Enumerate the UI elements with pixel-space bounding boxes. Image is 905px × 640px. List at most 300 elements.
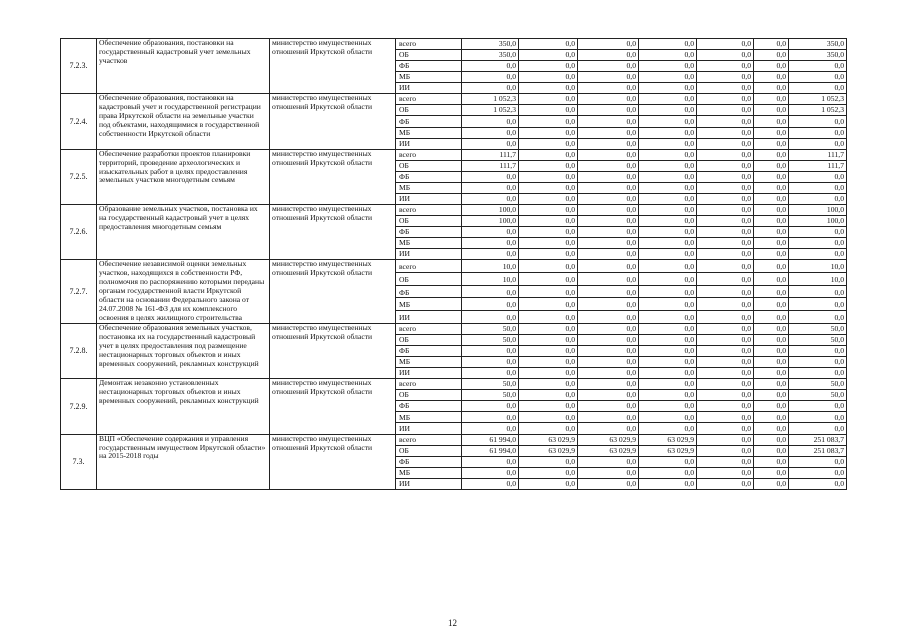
value-cell: 0,0	[639, 357, 697, 368]
total-value-cell: 0,0	[789, 285, 847, 298]
funding-source: МБ	[396, 467, 462, 478]
total-value-cell: 111,7	[789, 149, 847, 160]
total-value-cell: 50,0	[789, 390, 847, 401]
value-cell: 111,7	[462, 160, 519, 171]
value-cell: 0,0	[578, 357, 639, 368]
value-cell: 0,0	[754, 227, 789, 238]
item-description: ВЦП «Обеспечение содержания и управления государственным имуществом Иркутской области» на 2015-2018 годы	[97, 434, 270, 489]
value-cell: 0,0	[697, 434, 754, 445]
value-cell: 0,0	[639, 204, 697, 215]
value-cell: 0,0	[578, 193, 639, 204]
total-value-cell: 0,0	[789, 346, 847, 357]
value-cell: 0,0	[578, 116, 639, 127]
value-cell: 0,0	[519, 311, 578, 324]
value-cell: 0,0	[578, 379, 639, 390]
value-cell: 0,0	[519, 105, 578, 116]
funding-source: МБ	[396, 412, 462, 423]
value-cell: 0,0	[754, 368, 789, 379]
value-cell: 63 029,9	[578, 445, 639, 456]
value-cell: 0,0	[578, 227, 639, 238]
value-cell: 0,0	[578, 182, 639, 193]
value-cell: 0,0	[639, 249, 697, 260]
value-cell: 0,0	[697, 193, 754, 204]
value-cell: 0,0	[639, 456, 697, 467]
value-cell: 0,0	[697, 83, 754, 94]
value-cell: 0,0	[519, 379, 578, 390]
funding-source: ФБ	[396, 285, 462, 298]
value-cell: 0,0	[639, 160, 697, 171]
value-cell: 0,0	[754, 61, 789, 72]
value-cell: 0,0	[578, 149, 639, 160]
funding-source: ОБ	[396, 334, 462, 345]
value-cell: 0,0	[754, 171, 789, 182]
value-cell: 0,0	[754, 434, 789, 445]
value-cell: 0,0	[519, 423, 578, 434]
value-cell: 0,0	[754, 105, 789, 116]
value-cell: 0,0	[519, 83, 578, 94]
value-cell: 0,0	[754, 260, 789, 273]
value-cell: 0,0	[462, 346, 519, 357]
value-cell: 0,0	[519, 127, 578, 138]
value-cell: 0,0	[754, 204, 789, 215]
value-cell: 0,0	[754, 149, 789, 160]
total-value-cell: 0,0	[789, 116, 847, 127]
total-value-cell: 0,0	[789, 357, 847, 368]
value-cell: 0,0	[639, 50, 697, 61]
value-cell: 350,0	[462, 50, 519, 61]
value-cell: 0,0	[578, 260, 639, 273]
value-cell: 0,0	[754, 334, 789, 345]
value-cell: 0,0	[697, 379, 754, 390]
item-executor: министерство имущественных отношений Иркутской области	[270, 204, 396, 259]
value-cell: 0,0	[697, 423, 754, 434]
total-value-cell: 50,0	[789, 323, 847, 334]
value-cell: 0,0	[697, 149, 754, 160]
funding-source: ОБ	[396, 160, 462, 171]
table-row	[61, 149, 847, 160]
value-cell: 0,0	[697, 204, 754, 215]
value-cell: 0,0	[462, 61, 519, 72]
value-cell: 0,0	[697, 346, 754, 357]
value-cell: 0,0	[578, 334, 639, 345]
total-value-cell: 0,0	[789, 182, 847, 193]
value-cell: 0,0	[519, 272, 578, 285]
value-cell: 0,0	[754, 467, 789, 478]
value-cell: 0,0	[578, 61, 639, 72]
value-cell: 111,7	[462, 149, 519, 160]
value-cell: 0,0	[519, 193, 578, 204]
value-cell: 0,0	[697, 368, 754, 379]
funding-source: ФБ	[396, 227, 462, 238]
value-cell: 0,0	[578, 127, 639, 138]
value-cell: 0,0	[519, 72, 578, 83]
value-cell: 0,0	[639, 401, 697, 412]
funding-source: ИИ	[396, 138, 462, 149]
value-cell: 0,0	[462, 116, 519, 127]
funding-source: всего	[396, 149, 462, 160]
value-cell: 0,0	[754, 238, 789, 249]
total-value-cell: 0,0	[789, 193, 847, 204]
item-number: 7.2.9.	[61, 379, 97, 434]
value-cell: 0,0	[578, 216, 639, 227]
value-cell: 0,0	[697, 334, 754, 345]
value-cell: 63 029,9	[519, 434, 578, 445]
total-value-cell: 0,0	[789, 478, 847, 489]
total-value-cell: 1 052,3	[789, 94, 847, 105]
value-cell: 0,0	[754, 346, 789, 357]
funding-source: ФБ	[396, 61, 462, 72]
value-cell: 0,0	[578, 39, 639, 50]
total-value-cell: 0,0	[789, 401, 847, 412]
value-cell: 63 029,9	[578, 434, 639, 445]
total-value-cell: 350,0	[789, 39, 847, 50]
value-cell: 0,0	[639, 72, 697, 83]
value-cell: 0,0	[578, 204, 639, 215]
total-value-cell: 0,0	[789, 467, 847, 478]
value-cell: 0,0	[578, 272, 639, 285]
item-executor: министерство имущественных отношений Иркутской области	[270, 323, 396, 378]
total-value-cell: 1 052,3	[789, 105, 847, 116]
funding-source: ФБ	[396, 171, 462, 182]
funding-source: всего	[396, 323, 462, 334]
funding-source: ФБ	[396, 346, 462, 357]
value-cell: 0,0	[697, 456, 754, 467]
value-cell: 0,0	[754, 401, 789, 412]
total-value-cell: 0,0	[789, 238, 847, 249]
value-cell: 0,0	[462, 227, 519, 238]
value-cell: 0,0	[639, 193, 697, 204]
value-cell: 0,0	[578, 94, 639, 105]
page-number: 12	[448, 618, 457, 628]
value-cell: 0,0	[519, 323, 578, 334]
value-cell: 0,0	[639, 272, 697, 285]
value-cell: 0,0	[578, 401, 639, 412]
value-cell: 50,0	[462, 323, 519, 334]
value-cell: 0,0	[519, 285, 578, 298]
value-cell: 0,0	[639, 260, 697, 273]
value-cell: 0,0	[578, 171, 639, 182]
funding-source: МБ	[396, 298, 462, 311]
value-cell: 0,0	[462, 193, 519, 204]
value-cell: 0,0	[462, 357, 519, 368]
value-cell: 0,0	[462, 127, 519, 138]
item-number: 7.2.3.	[61, 39, 97, 94]
value-cell: 0,0	[754, 39, 789, 50]
table-row	[61, 434, 847, 445]
value-cell: 0,0	[639, 227, 697, 238]
value-cell: 0,0	[462, 423, 519, 434]
value-cell: 0,0	[639, 116, 697, 127]
value-cell: 0,0	[639, 346, 697, 357]
value-cell: 0,0	[519, 456, 578, 467]
item-executor: министерство имущественных отношений Иркутской области	[270, 434, 396, 489]
value-cell: 0,0	[578, 311, 639, 324]
value-cell: 0,0	[519, 238, 578, 249]
value-cell: 0,0	[697, 311, 754, 324]
value-cell: 0,0	[639, 467, 697, 478]
value-cell: 0,0	[754, 423, 789, 434]
value-cell: 100,0	[462, 204, 519, 215]
item-number: 7.2.5.	[61, 149, 97, 204]
value-cell: 0,0	[697, 72, 754, 83]
value-cell: 0,0	[754, 323, 789, 334]
value-cell: 0,0	[697, 260, 754, 273]
value-cell: 0,0	[462, 456, 519, 467]
value-cell: 0,0	[697, 357, 754, 368]
item-description: Демонтаж незаконно установленных нестационарных торговых объектов и иных временных сооружений, рекламных конструкций	[97, 379, 270, 434]
value-cell: 0,0	[578, 238, 639, 249]
value-cell: 0,0	[578, 467, 639, 478]
total-value-cell: 251 083,7	[789, 445, 847, 456]
total-value-cell: 0,0	[789, 227, 847, 238]
funding-source: ОБ	[396, 50, 462, 61]
value-cell: 0,0	[754, 390, 789, 401]
value-cell: 0,0	[697, 227, 754, 238]
total-value-cell: 0,0	[789, 412, 847, 423]
funding-source: всего	[396, 94, 462, 105]
value-cell: 350,0	[462, 39, 519, 50]
value-cell: 0,0	[697, 160, 754, 171]
value-cell: 0,0	[754, 216, 789, 227]
funding-source: всего	[396, 39, 462, 50]
value-cell: 0,0	[462, 368, 519, 379]
value-cell: 0,0	[754, 379, 789, 390]
value-cell: 0,0	[697, 182, 754, 193]
value-cell: 0,0	[754, 160, 789, 171]
value-cell: 0,0	[578, 160, 639, 171]
value-cell: 0,0	[639, 323, 697, 334]
value-cell: 1 052,3	[462, 105, 519, 116]
value-cell: 0,0	[578, 138, 639, 149]
total-value-cell: 0,0	[789, 83, 847, 94]
funding-source: МБ	[396, 127, 462, 138]
total-value-cell: 10,0	[789, 272, 847, 285]
value-cell: 0,0	[519, 298, 578, 311]
value-cell: 61 994,0	[462, 434, 519, 445]
value-cell: 0,0	[639, 478, 697, 489]
value-cell: 63 029,9	[639, 434, 697, 445]
value-cell: 0,0	[754, 311, 789, 324]
value-cell: 0,0	[462, 467, 519, 478]
value-cell: 0,0	[754, 298, 789, 311]
value-cell: 0,0	[754, 94, 789, 105]
value-cell: 0,0	[697, 238, 754, 249]
value-cell: 0,0	[462, 238, 519, 249]
value-cell: 0,0	[519, 149, 578, 160]
value-cell: 0,0	[519, 204, 578, 215]
total-value-cell: 350,0	[789, 50, 847, 61]
value-cell: 0,0	[578, 298, 639, 311]
item-executor: министерство имущественных отношений Иркутской области	[270, 39, 396, 94]
total-value-cell: 50,0	[789, 379, 847, 390]
value-cell: 0,0	[462, 182, 519, 193]
value-cell: 0,0	[519, 182, 578, 193]
value-cell: 0,0	[697, 216, 754, 227]
funding-source: ФБ	[396, 401, 462, 412]
item-number: 7.2.7.	[61, 260, 97, 324]
budget-table	[60, 38, 847, 490]
value-cell: 0,0	[639, 379, 697, 390]
funding-source: ФБ	[396, 116, 462, 127]
value-cell: 0,0	[754, 72, 789, 83]
value-cell: 0,0	[578, 423, 639, 434]
value-cell: 0,0	[697, 445, 754, 456]
value-cell: 0,0	[639, 298, 697, 311]
value-cell: 50,0	[462, 379, 519, 390]
value-cell: 0,0	[697, 478, 754, 489]
value-cell: 0,0	[519, 39, 578, 50]
table-row	[61, 39, 847, 50]
funding-source: ИИ	[396, 83, 462, 94]
value-cell: 0,0	[519, 467, 578, 478]
value-cell: 0,0	[754, 249, 789, 260]
value-cell: 0,0	[462, 478, 519, 489]
item-description: Обеспечение образования, постановки на государственный кадастровый учет земельных участков	[97, 39, 270, 94]
item-description: Образование земельных участков, постановка их на государственный кадастровый учет в целях предоставления многодетным семьям	[97, 204, 270, 259]
value-cell: 50,0	[462, 334, 519, 345]
value-cell: 100,0	[462, 216, 519, 227]
value-cell: 0,0	[754, 138, 789, 149]
funding-source: ОБ	[396, 105, 462, 116]
value-cell: 0,0	[639, 412, 697, 423]
value-cell: 0,0	[639, 216, 697, 227]
item-executor: министерство имущественных отношений Иркутской области	[270, 260, 396, 324]
funding-source: ИИ	[396, 249, 462, 260]
value-cell: 0,0	[519, 116, 578, 127]
item-description: Обеспечение независимой оценки земельных участков, находящихся в собственности РФ, полномочия по распоряжению которыми переданы органам государственной власти Иркутской области на основании Федерального закона от 24.07.2008 № 161-ФЗ для их комплексного освоения в целях жилищного строительства	[97, 260, 270, 324]
value-cell: 1 052,3	[462, 94, 519, 105]
value-cell: 0,0	[578, 346, 639, 357]
value-cell: 0,0	[519, 357, 578, 368]
total-value-cell: 0,0	[789, 171, 847, 182]
value-cell: 0,0	[754, 83, 789, 94]
value-cell: 0,0	[578, 83, 639, 94]
item-description: Обеспечение образования, постановки на кадастровый учет и государственной регистрации права Иркутской области на земельные участки под объектами, находящимися в государственной собственности Иркутской области	[97, 94, 270, 149]
value-cell: 0,0	[519, 249, 578, 260]
value-cell: 0,0	[697, 323, 754, 334]
funding-source: всего	[396, 204, 462, 215]
funding-source: МБ	[396, 72, 462, 83]
value-cell: 0,0	[519, 346, 578, 357]
value-cell: 0,0	[754, 445, 789, 456]
value-cell: 0,0	[462, 138, 519, 149]
value-cell: 0,0	[639, 171, 697, 182]
value-cell: 0,0	[754, 456, 789, 467]
value-cell: 50,0	[462, 390, 519, 401]
value-cell: 0,0	[639, 238, 697, 249]
funding-source: всего	[396, 379, 462, 390]
value-cell: 0,0	[578, 390, 639, 401]
value-cell: 0,0	[462, 311, 519, 324]
item-description: Обеспечение образования земельных участков, постановка их на государственный кадастровый учет в целях предоставления под размещение нестационарных торговых объектов и иных временных сооружений, рекламных конструкций	[97, 323, 270, 378]
value-cell: 0,0	[578, 105, 639, 116]
value-cell: 0,0	[639, 127, 697, 138]
value-cell: 0,0	[639, 94, 697, 105]
value-cell: 0,0	[519, 61, 578, 72]
total-value-cell: 0,0	[789, 368, 847, 379]
funding-source: МБ	[396, 357, 462, 368]
item-number: 7.2.4.	[61, 94, 97, 149]
value-cell: 0,0	[697, 249, 754, 260]
total-value-cell: 0,0	[789, 72, 847, 83]
value-cell: 0,0	[639, 138, 697, 149]
value-cell: 0,0	[697, 272, 754, 285]
value-cell: 0,0	[697, 390, 754, 401]
funding-source: ИИ	[396, 478, 462, 489]
funding-source: ИИ	[396, 311, 462, 324]
value-cell: 0,0	[519, 401, 578, 412]
funding-source: ФБ	[396, 456, 462, 467]
value-cell: 0,0	[519, 216, 578, 227]
value-cell: 0,0	[639, 368, 697, 379]
value-cell: 0,0	[754, 412, 789, 423]
value-cell: 0,0	[462, 412, 519, 423]
table-row	[61, 94, 847, 105]
value-cell: 0,0	[519, 94, 578, 105]
value-cell: 0,0	[697, 171, 754, 182]
table-row	[61, 260, 847, 273]
value-cell: 0,0	[519, 478, 578, 489]
value-cell: 0,0	[639, 334, 697, 345]
table-row	[61, 204, 847, 215]
value-cell: 0,0	[639, 311, 697, 324]
value-cell: 0,0	[462, 171, 519, 182]
value-cell: 0,0	[697, 138, 754, 149]
value-cell: 0,0	[697, 94, 754, 105]
value-cell: 0,0	[754, 272, 789, 285]
value-cell: 0,0	[639, 182, 697, 193]
total-value-cell: 0,0	[789, 138, 847, 149]
funding-source: МБ	[396, 238, 462, 249]
item-number: 7.2.6.	[61, 204, 97, 259]
funding-source: ОБ	[396, 390, 462, 401]
total-value-cell: 100,0	[789, 216, 847, 227]
total-value-cell: 0,0	[789, 423, 847, 434]
total-value-cell: 0,0	[789, 61, 847, 72]
value-cell: 0,0	[639, 149, 697, 160]
value-cell: 0,0	[519, 50, 578, 61]
value-cell: 0,0	[578, 456, 639, 467]
funding-source: ОБ	[396, 216, 462, 227]
funding-source: ОБ	[396, 445, 462, 456]
value-cell: 0,0	[578, 285, 639, 298]
value-cell: 0,0	[639, 83, 697, 94]
item-number: 7.2.8.	[61, 323, 97, 378]
value-cell: 0,0	[519, 260, 578, 273]
value-cell: 0,0	[519, 227, 578, 238]
value-cell: 10,0	[462, 272, 519, 285]
value-cell: 0,0	[519, 160, 578, 171]
funding-source: ИИ	[396, 368, 462, 379]
value-cell: 0,0	[462, 285, 519, 298]
value-cell: 0,0	[462, 72, 519, 83]
total-value-cell: 251 083,7	[789, 434, 847, 445]
value-cell: 0,0	[578, 50, 639, 61]
value-cell: 0,0	[519, 171, 578, 182]
value-cell: 0,0	[462, 249, 519, 260]
value-cell: 0,0	[697, 105, 754, 116]
total-value-cell: 100,0	[789, 204, 847, 215]
value-cell: 0,0	[519, 390, 578, 401]
item-description: Обеспечение разработки проектов планировки территорий, проведение археологических и изыскательных работ в целях предоставления земельных участков многодетным семьям	[97, 149, 270, 204]
value-cell: 0,0	[639, 285, 697, 298]
funding-source: ИИ	[396, 193, 462, 204]
value-cell: 0,0	[754, 357, 789, 368]
total-value-cell: 0,0	[789, 311, 847, 324]
total-value-cell: 0,0	[789, 127, 847, 138]
funding-source: всего	[396, 434, 462, 445]
table-row	[61, 379, 847, 390]
